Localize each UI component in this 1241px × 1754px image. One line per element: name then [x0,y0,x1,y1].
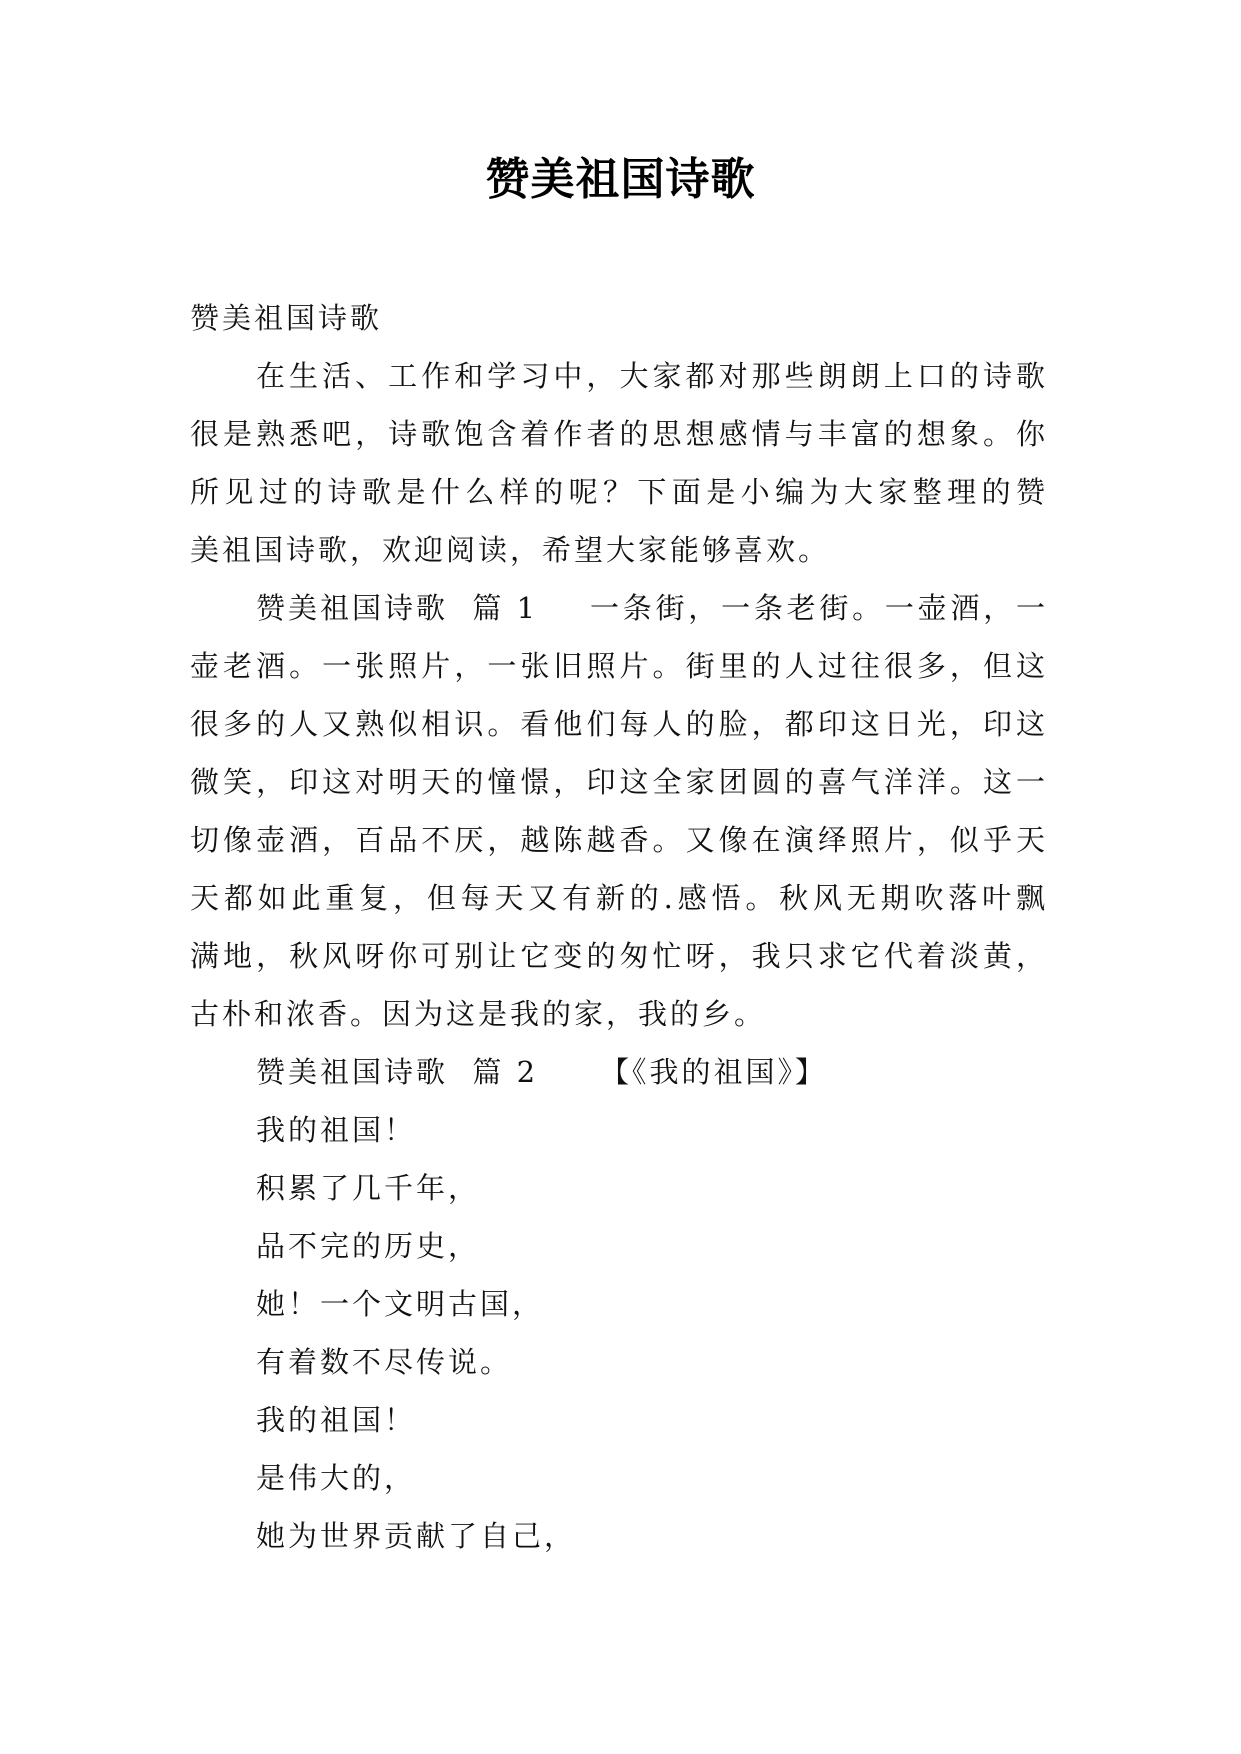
poem-line: 品不完的历史， [256,1229,481,1263]
subtitle-line: 赞美祖国诗歌 [190,301,383,335]
section-1-heading: 赞美祖国诗歌 篇 1 [256,591,539,625]
document-title: 赞美祖国诗歌 [485,154,756,205]
section-1-heading-line [190,579,1048,637]
intro-line: 美祖国诗歌，欢迎阅读，希望大家能够喜欢。 [190,533,831,567]
intro-line: 所见过的诗歌是什么样的呢？下面是小编为大家整理的赞 [190,475,1048,509]
section-1-line: 切像壶酒，百品不厌，越陈越香。又像在演绎照片，似乎天 [190,823,1048,857]
poem-line: 她为世界贡献了自己， [256,1519,577,1553]
poem-line: 我的祖国！ [256,1113,417,1147]
section-1-line: 很多的人又熟似相识。看他们每人的脸，都印这日光，印这 [190,707,1048,741]
section-1-line: 壶老酒。一张照片，一张旧照片。街里的人过往很多，但这 [190,649,1048,683]
section-1-line: 微笑，印这对明天的憧憬，印这全家团圆的喜气洋洋。这一 [190,765,1048,799]
intro-line: 很是熟悉吧，诗歌饱含着作者的思想感情与丰富的想象。你 [190,417,1048,451]
poem-line: 她！一个文明古国， [256,1287,545,1321]
document-body [190,289,1050,1565]
intro-line: 在生活、工作和学习中，大家都对那些朗朗上口的诗歌 [256,359,1048,393]
poem-line: 我的祖国！ [256,1403,417,1437]
poem-line: 是伟大的， [256,1461,417,1495]
section-1-line: 天都如此重复，但每天又有新的.感悟。秋风无期吹落叶飘 [190,881,1048,915]
poem-line: 积累了几千年， [256,1171,481,1205]
poem-title: 【《我的祖国》】 [600,1055,828,1089]
poem-line: 有着数不尽传说。 [256,1345,513,1379]
section-1-first-line: 一条街，一条老街。一壶酒，一 [590,591,1048,625]
section-1-line: 古朴和浓香。因为这是我的家，我的乡。 [190,997,767,1031]
section-1-line: 满地，秋风呀你可别让它变的匆忙呀，我只求它代着淡黄， [190,939,1048,973]
section-2-heading: 赞美祖国诗歌 篇 2 [256,1055,539,1089]
section-2-heading-line [190,1043,1048,1101]
